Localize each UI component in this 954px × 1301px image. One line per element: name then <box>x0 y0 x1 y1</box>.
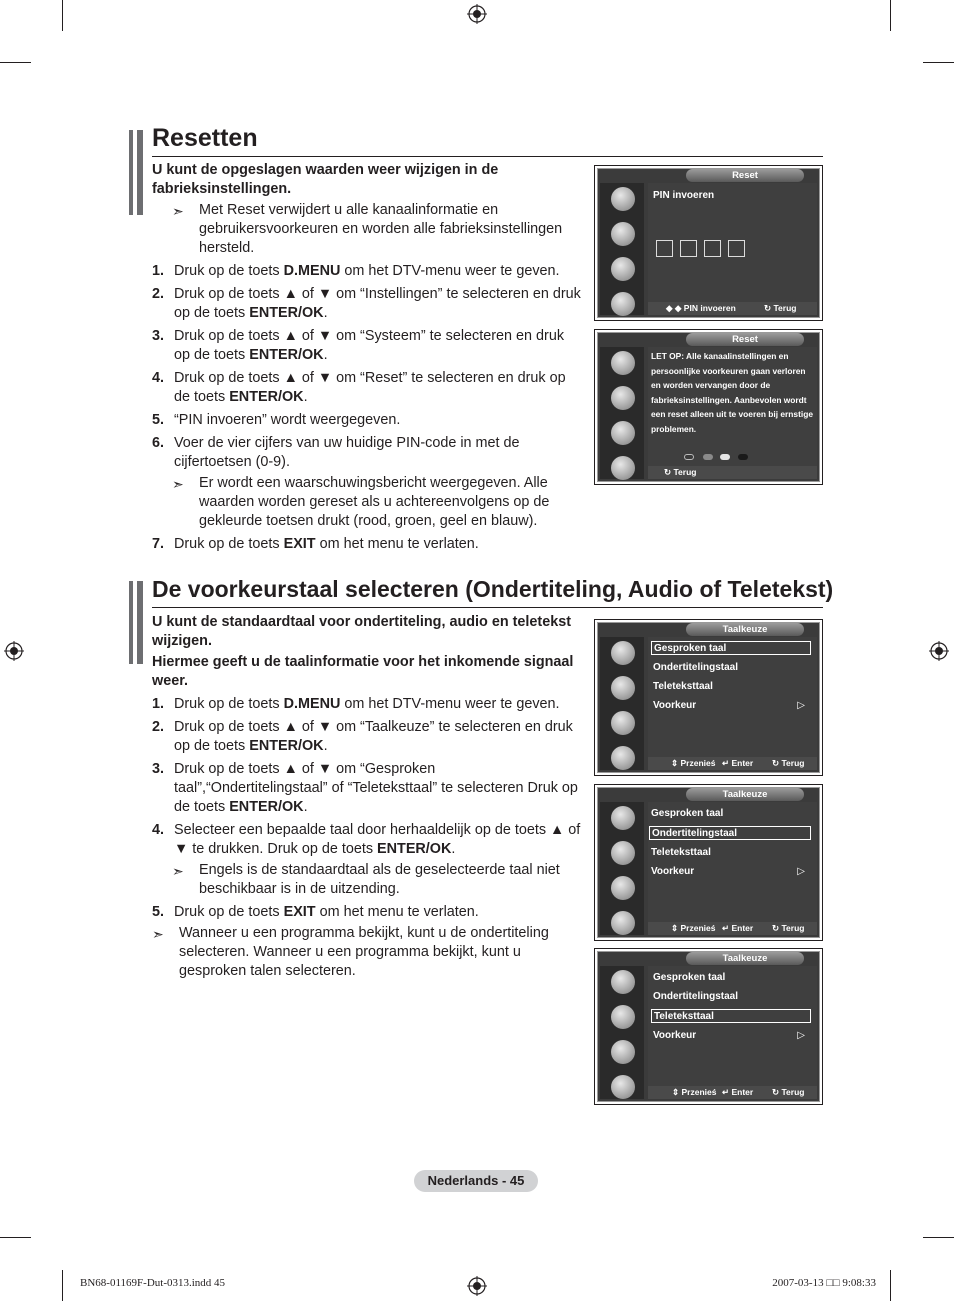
color-dot-green <box>703 454 713 460</box>
intro-text: U kunt de standaardtaal voor ondertiteling, audio en teletekst wijzigen. <box>152 614 572 649</box>
menu-item-preference: Voorkeur ▷ <box>653 1030 805 1041</box>
menu-item-spoken-language: Gesproken taal <box>653 972 726 983</box>
screen-footer: ⇕ Przenieś ↵ Enter ↻ Terug <box>648 922 817 935</box>
screen-footer: ⇕ Przenieś ↵ Enter ↻ Terug <box>648 1086 817 1099</box>
section-bar <box>137 130 143 215</box>
antenna-icon <box>611 351 635 375</box>
speaker-icon <box>611 386 635 410</box>
picture-icon <box>611 292 635 316</box>
crop-mark <box>0 1237 31 1238</box>
speaker-icon <box>611 222 635 246</box>
tv-screen-language-2 <box>594 784 823 941</box>
menu-item-subtitle-language: Ondertitelingstaal <box>649 826 811 840</box>
screen-sidebar <box>600 802 644 935</box>
antenna-icon <box>611 970 635 994</box>
intro-text: U kunt de opgeslagen waarden weer wijzigen in de fabrieksinstellingen. <box>152 162 499 197</box>
pin-label: PIN invoeren <box>653 190 715 201</box>
gear-icon <box>611 421 635 445</box>
tv-screen-language-1 <box>594 619 823 776</box>
note: ➣ Er wordt een waarschuwingsbericht weergegeven. Alle waarden worden gereset als u achtereenvolgens op de gekleurde toetsen drukt (rood, groen, geel en blauw). <box>172 475 550 529</box>
crop-mark <box>62 1270 63 1301</box>
section-bar <box>137 581 143 664</box>
menu-item-preference: Voorkeur ▷ <box>651 866 805 877</box>
step: 4. Selecteer een bepaalde taal door herhaaldelijk op de toets ▲ of ▼ te drukken. Druk op de toets ENTER/OK. <box>152 822 581 857</box>
section-bar <box>129 130 133 215</box>
note-arrow-icon: ➣ <box>172 476 184 492</box>
section-rule <box>152 156 823 157</box>
footer-date: 2007-03-13 □□ 9:08:33 <box>772 1277 876 1289</box>
step: 1. Druk op de toets D.MENU om het DTV-menu weer te geven. <box>152 696 560 712</box>
registration-mark-icon <box>467 1276 487 1296</box>
note-arrow-icon: ➣ <box>172 203 184 219</box>
crop-mark <box>890 1270 891 1301</box>
menu-item-spoken-language: Gesproken taal <box>651 641 811 655</box>
screen-tab: Taalkeuze <box>686 788 804 801</box>
registration-mark-icon <box>929 641 949 661</box>
crop-mark <box>0 62 31 63</box>
step: 4. Druk op de toets ▲ of ▼ om “Reset” te selecteren en druk op de toets ENTER/OK. <box>152 370 566 405</box>
pin-digit-box <box>704 240 721 257</box>
picture-icon <box>611 911 635 935</box>
section-rule <box>152 607 823 608</box>
color-dot-blue <box>738 454 748 460</box>
color-dot-red <box>684 454 694 460</box>
gear-icon <box>611 257 635 281</box>
color-dot-yellow <box>720 454 730 460</box>
menu-item-subtitle-language: Ondertitelingstaal <box>653 991 739 1002</box>
speaker-icon <box>611 841 635 865</box>
screen-footer: ⇕ Przenieś ↵ Enter ↻ Terug <box>648 757 817 770</box>
menu-item-teletext-language: Teleteksttaal <box>651 1009 811 1023</box>
section-body-reset <box>152 161 584 556</box>
crop-mark <box>923 62 954 63</box>
speaker-icon <box>611 676 635 700</box>
antenna-icon <box>611 806 635 830</box>
intro-text: Hiermee geeft u de taalinformatie voor het inkomende signaal weer. <box>152 654 574 689</box>
page-number-label: Nederlands - 45 <box>414 1170 538 1192</box>
screen-footer: ↻ Terug <box>648 466 817 479</box>
screen-main <box>648 347 817 479</box>
section-title-language: De voorkeurstaal selecteren (Ondertiteling, Audio of Teletekst) <box>152 576 834 602</box>
screen-footer: ◆ ◆ PIN invoeren ↻ Terug <box>648 302 817 315</box>
speaker-icon <box>611 1005 635 1029</box>
crop-mark <box>923 1237 954 1238</box>
screen-tab: Reset <box>686 169 804 182</box>
screen-main <box>648 802 817 935</box>
screen-main <box>648 637 817 770</box>
triangle-right-icon: ▷ <box>797 700 805 711</box>
gear-icon <box>611 1040 635 1064</box>
screen-sidebar <box>600 966 644 1099</box>
step: 2. Druk op de toets ▲ of ▼ om “Instellingen” te selecteren en druk op de toets ENTER/OK. <box>152 286 581 321</box>
screen-tab: Reset <box>686 333 804 346</box>
picture-icon <box>611 456 635 480</box>
section-title-reset: Resetten <box>152 124 258 152</box>
step: 1. Druk op de toets D.MENU om het DTV-menu weer te geven. <box>152 263 560 279</box>
note-arrow-icon: ➣ <box>152 926 164 942</box>
tv-screen-warning <box>594 329 823 485</box>
step: 7. Druk op de toets EXIT om het menu te verlaten. <box>152 536 479 552</box>
section-body-language <box>152 613 584 983</box>
warning-text: LET OP: Alle kanaalinstellingen en persoonlijke voorkeuren gaan verloren en worden vervangen door de fabrieksinstellingen. Aanbevolen wordt een reset alleen uit te voeren bij ernstige problemen. <box>651 351 813 434</box>
screen-sidebar <box>600 183 644 315</box>
screen-tab: Taalkeuze <box>686 952 804 965</box>
step: 3. Druk op de toets ▲ of ▼ om “Systeem” te selecteren en druk op de toets ENTER/OK. <box>152 328 565 363</box>
registration-mark-icon <box>467 4 487 24</box>
note: ➣ Engels is de standaardtaal als de geselecteerde taal niet beschikbaar is in de uitzending. <box>172 862 560 897</box>
triangle-right-icon: ▷ <box>797 866 805 877</box>
gear-icon <box>611 876 635 900</box>
gear-icon <box>611 711 635 735</box>
pin-digit-box <box>680 240 697 257</box>
step: 5. Druk op de toets EXIT om het menu te verlaten. <box>152 904 479 920</box>
screen-tab: Taalkeuze <box>686 623 804 636</box>
step: 3. Druk op de toets ▲ of ▼ om “Gesproken taal”,“Ondertitelingstaal” of “Teleteksttaal” te selecteren Druk op de toets ENTER/OK. <box>152 761 578 815</box>
menu-item-subtitle-language: Ondertitelingstaal <box>653 662 739 673</box>
registration-mark-icon <box>4 641 24 661</box>
screen-sidebar <box>600 347 644 479</box>
step: 6. Voer de vier cijfers van uw huidige PIN-code in met de cijfertoetsen (0-9). <box>152 435 520 470</box>
note: ➣ Met Reset verwijdert u alle kanaalinformatie en gebruikersvoorkeuren en worden alle fabrieksinstellingen hersteld. <box>172 202 563 256</box>
antenna-icon <box>611 641 635 665</box>
screen-main <box>648 183 817 315</box>
menu-item-spoken-language: Gesproken taal <box>651 808 724 819</box>
picture-icon <box>611 746 635 770</box>
crop-mark <box>62 0 63 31</box>
tv-screen-pin <box>594 165 823 321</box>
triangle-right-icon: ▷ <box>797 1030 805 1041</box>
pin-digit-box <box>728 240 745 257</box>
menu-item-preference: Voorkeur ▷ <box>653 700 805 711</box>
footer-file: BN68-01169F-Dut-0313.indd 45 <box>80 1277 226 1289</box>
picture-icon <box>611 1075 635 1099</box>
antenna-icon <box>611 187 635 211</box>
menu-item-teletext-language: Teleteksttaal <box>651 847 711 858</box>
pin-digit-box <box>656 240 673 257</box>
step: 5. “PIN invoeren” wordt weergegeven. <box>152 412 401 428</box>
screen-sidebar <box>600 637 644 770</box>
menu-item-teletext-language: Teleteksttaal <box>653 681 713 692</box>
note-arrow-icon: ➣ <box>172 863 184 879</box>
section-bar <box>129 581 133 664</box>
crop-mark <box>890 0 891 31</box>
screen-main <box>648 966 817 1099</box>
step: 2. Druk op de toets ▲ of ▼ om “Taalkeuze” te selecteren en druk op de toets ENTER/OK. <box>152 719 573 754</box>
tv-screen-language-3 <box>594 948 823 1105</box>
note: ➣ Wanneer u een programma bekijkt, kunt u de ondertiteling selecteren. Wanneer u een programma bekijkt, kunt u gesproken talen selecteren. <box>152 925 549 979</box>
